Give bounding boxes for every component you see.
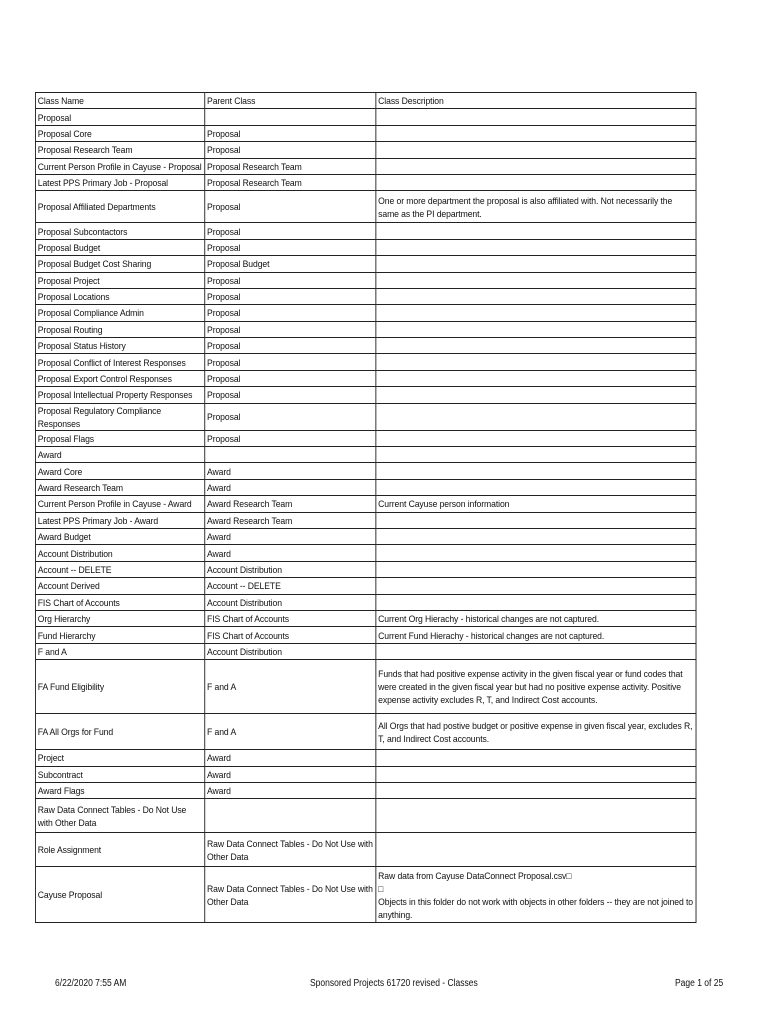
cell-class-name: Award Budget	[35, 528, 204, 544]
cell-parent-class: FIS Chart of Accounts	[205, 627, 376, 643]
table-row	[35, 272, 696, 288]
table-row	[35, 782, 696, 798]
cell-class-description	[376, 430, 696, 446]
cell-class-description	[376, 479, 696, 495]
cell-parent-class	[205, 109, 376, 125]
description-line: Objects in this folder do not work with objects in other folders -- they are not joined to anything.	[378, 895, 694, 920]
header-class-description: Class Description	[376, 93, 696, 109]
cell-parent-class: Proposal	[205, 223, 376, 239]
cell-class-description	[376, 512, 696, 528]
table-row	[35, 714, 696, 750]
table-row	[35, 528, 696, 544]
cell-class-name: Role Assignment	[35, 833, 204, 867]
cell-class-description	[376, 561, 696, 577]
cell-class-name: Proposal Export Control Responses	[35, 370, 204, 386]
cell-class-name: F and A	[35, 643, 204, 659]
table-row	[35, 867, 696, 923]
cell-class-description	[376, 158, 696, 174]
cell-class-name: FIS Chart of Accounts	[35, 594, 204, 610]
cell-parent-class: Award	[205, 766, 376, 782]
table-row	[35, 125, 696, 141]
cell-parent-class: Proposal Research Team	[205, 158, 376, 174]
cell-parent-class: Proposal	[205, 239, 376, 255]
table-row	[35, 496, 696, 512]
cell-class-name: Proposal Research Team	[35, 142, 204, 158]
cell-class-description	[376, 370, 696, 386]
cell-class-description	[376, 109, 696, 125]
cell-parent-class: Account -- DELETE	[205, 578, 376, 594]
cell-class-name: Proposal Regulatory Compliance Responses	[35, 403, 204, 430]
table-row	[35, 750, 696, 766]
table-header-row	[35, 93, 696, 109]
cell-parent-class: Proposal	[205, 338, 376, 354]
cell-parent-class: Award Research Team	[205, 512, 376, 528]
cell-parent-class: Award	[205, 750, 376, 766]
cell-parent-class: Proposal	[205, 125, 376, 141]
cell-parent-class: Proposal	[205, 191, 376, 223]
cell-class-name: Account -- DELETE	[35, 561, 204, 577]
cell-class-description	[376, 338, 696, 354]
cell-class-description	[376, 447, 696, 463]
cell-class-description	[376, 578, 696, 594]
description-line: Raw data from Cayuse DataConnect Proposal.csv□	[378, 869, 572, 881]
cell-class-description	[376, 463, 696, 479]
cell-class-description: Current Org Hierachy - historical changes are not captured.	[376, 610, 696, 626]
table-row	[35, 578, 696, 594]
table-row	[35, 479, 696, 495]
cell-class-name: FA Fund Eligibility	[35, 660, 204, 714]
table-row	[35, 142, 696, 158]
table-row	[35, 463, 696, 479]
cell-class-name: Account Distribution	[35, 545, 204, 561]
cell-parent-class: Proposal	[205, 321, 376, 337]
cell-parent-class: Award	[205, 463, 376, 479]
cell-class-name: Proposal Conflict of Interest Responses	[35, 354, 204, 370]
table-row	[35, 512, 696, 528]
table-row	[35, 338, 696, 354]
cell-class-name: Award Research Team	[35, 479, 204, 495]
table-row	[35, 354, 696, 370]
table-row	[35, 643, 696, 659]
cell-parent-class: FIS Chart of Accounts	[205, 610, 376, 626]
cell-class-description: All Orgs that had postive budget or positive expense in given fiscal year, excludes R, T, and Indirect Cost accounts.	[376, 714, 696, 750]
cell-class-name: Latest PPS Primary Job - Award	[35, 512, 204, 528]
cell-parent-class: Award	[205, 479, 376, 495]
cell-class-name: Proposal Affiliated Departments	[35, 191, 204, 223]
table-row	[35, 158, 696, 174]
table-row	[35, 447, 696, 463]
cell-parent-class: Proposal	[205, 387, 376, 403]
table-row	[35, 387, 696, 403]
cell-class-name: Proposal Core	[35, 125, 204, 141]
table-row	[35, 545, 696, 561]
footer-page-number: Page 1 of 25	[675, 978, 724, 989]
cell-class-description	[376, 354, 696, 370]
header-class-name: Class Name	[35, 93, 204, 109]
cell-class-name: Fund Hierarchy	[35, 627, 204, 643]
description-line: □	[378, 882, 384, 894]
cell-parent-class: F and A	[205, 714, 376, 750]
cell-parent-class	[205, 799, 376, 833]
table-row	[35, 223, 696, 239]
cell-class-description	[376, 403, 696, 430]
cell-class-name: Award	[35, 447, 204, 463]
cell-class-description: Current Cayuse person information	[376, 496, 696, 512]
cell-class-description	[376, 142, 696, 158]
cell-class-description	[376, 545, 696, 561]
cell-class-name: Proposal Routing	[35, 321, 204, 337]
cell-parent-class: Proposal	[205, 354, 376, 370]
cell-class-name: Proposal Budget	[35, 239, 204, 255]
cell-class-name: Proposal Budget Cost Sharing	[35, 256, 204, 272]
cell-class-description	[376, 223, 696, 239]
cell-class-name: Proposal Intellectual Property Responses	[35, 387, 204, 403]
cell-class-description	[376, 288, 696, 304]
cell-class-description: Current Fund Hierachy - historical changes are not captured.	[376, 627, 696, 643]
cell-class-name: Award Flags	[35, 782, 204, 798]
cell-parent-class: Proposal Research Team	[205, 174, 376, 190]
cell-class-description	[376, 125, 696, 141]
table-row	[35, 627, 696, 643]
cell-class-description	[376, 174, 696, 190]
footer-date: 6/22/2020 7:55 AM	[55, 978, 127, 989]
cell-class-description	[376, 750, 696, 766]
footer-title: Sponsored Projects 61720 revised - Classes	[310, 978, 478, 989]
cell-class-name: Latest PPS Primary Job - Proposal	[35, 174, 204, 190]
cell-class-name: Proposal Subcontactors	[35, 223, 204, 239]
table-row	[35, 305, 696, 321]
cell-class-description	[376, 782, 696, 798]
cell-class-name: Proposal Project	[35, 272, 204, 288]
cell-class-description	[376, 833, 696, 867]
cell-class-name: Proposal	[35, 109, 204, 125]
cell-class-name: Subcontract	[35, 766, 204, 782]
table-row	[35, 321, 696, 337]
cell-class-description	[376, 766, 696, 782]
cell-class-name: Proposal Compliance Admin	[35, 305, 204, 321]
cell-parent-class: Award	[205, 782, 376, 798]
cell-parent-class: F and A	[205, 660, 376, 714]
cell-class-name: Account Derived	[35, 578, 204, 594]
cell-class-description	[376, 387, 696, 403]
table-row	[35, 239, 696, 255]
cell-parent-class: Award Research Team	[205, 496, 376, 512]
cell-class-name: Proposal Flags	[35, 430, 204, 446]
table-row	[35, 660, 696, 714]
cell-class-description	[376, 594, 696, 610]
cell-class-name: Award Core	[35, 463, 204, 479]
cell-class-name: Org Hierarchy	[35, 610, 204, 626]
table-row	[35, 403, 696, 430]
cell-parent-class: Proposal	[205, 403, 376, 430]
cell-class-name: Current Person Profile in Cayuse - Proposal	[35, 158, 204, 174]
cell-parent-class: Proposal Budget	[205, 256, 376, 272]
cell-class-description	[376, 867, 696, 923]
table-row	[35, 430, 696, 446]
cell-class-description	[376, 528, 696, 544]
table-row	[35, 174, 696, 190]
table-row	[35, 766, 696, 782]
cell-parent-class: Award	[205, 528, 376, 544]
table-row	[35, 109, 696, 125]
cell-class-description	[376, 643, 696, 659]
cell-class-description	[376, 256, 696, 272]
cell-class-name: Current Person Profile in Cayuse - Award	[35, 496, 204, 512]
cell-parent-class	[205, 447, 376, 463]
table-row	[35, 370, 696, 386]
cell-parent-class: Award	[205, 545, 376, 561]
table-row	[35, 288, 696, 304]
cell-parent-class: Proposal	[205, 370, 376, 386]
table-row	[35, 191, 696, 223]
table-row	[35, 256, 696, 272]
cell-class-name: Proposal Locations	[35, 288, 204, 304]
cell-class-name: Project	[35, 750, 204, 766]
table-row	[35, 833, 696, 867]
cell-class-description: One or more department the proposal is also affiliated with. Not necessarily the same as the PI department.	[376, 191, 696, 223]
cell-parent-class: Proposal	[205, 272, 376, 288]
table-row	[35, 594, 696, 610]
cell-parent-class: Proposal	[205, 142, 376, 158]
cell-class-description	[376, 272, 696, 288]
cell-class-description	[376, 239, 696, 255]
cell-class-name: Raw Data Connect Tables - Do Not Use with Other Data	[35, 799, 204, 833]
cell-parent-class: Proposal	[205, 430, 376, 446]
table-body	[35, 109, 696, 923]
cell-class-description	[376, 321, 696, 337]
cell-class-name: Proposal Status History	[35, 338, 204, 354]
cell-class-description	[376, 799, 696, 833]
header-parent-class: Parent Class	[205, 93, 376, 109]
cell-class-name: Cayuse Proposal	[35, 867, 204, 923]
cell-parent-class: Raw Data Connect Tables - Do Not Use with Other Data	[205, 867, 376, 923]
cell-parent-class: Account Distribution	[205, 643, 376, 659]
cell-class-description: Funds that had positive expense activity in the given fiscal year or fund codes that were created in the given fiscal year but had no positive expense activity. Positive expense activity excludes R, T, and Indirect Cost accounts.	[376, 660, 696, 714]
cell-parent-class: Account Distribution	[205, 561, 376, 577]
table-row	[35, 610, 696, 626]
table-row	[35, 799, 696, 833]
cell-class-name: FA All Orgs for Fund	[35, 714, 204, 750]
cell-class-description	[376, 305, 696, 321]
cell-parent-class: Account Distribution	[205, 594, 376, 610]
cell-parent-class: Proposal	[205, 305, 376, 321]
cell-parent-class: Raw Data Connect Tables - Do Not Use with Other Data	[205, 833, 376, 867]
cell-parent-class: Proposal	[205, 288, 376, 304]
table-row	[35, 561, 696, 577]
classes-table	[35, 92, 696, 923]
